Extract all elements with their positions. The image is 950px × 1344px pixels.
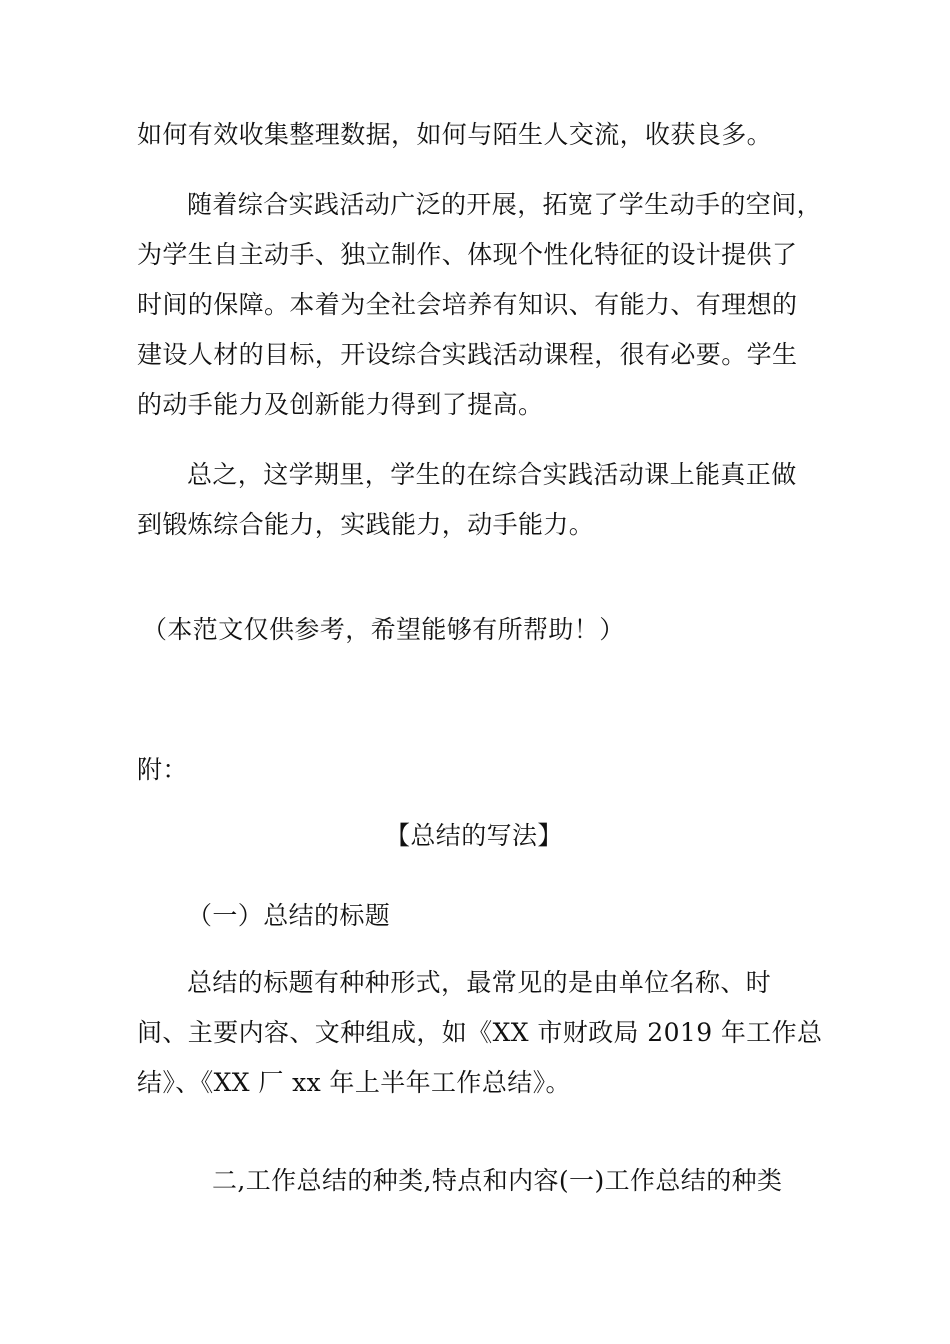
paragraph-line: 建设人材的目标，开设综合实践活动课程，很有必要。学生	[137, 340, 798, 369]
section-heading: 二,工作总结的种类,特点和内容(一)工作总结的种类	[212, 1166, 783, 1195]
paragraph-line: 结》、《XX 厂 xx 年上半年工作总结》。	[137, 1068, 571, 1097]
paragraph-line: 时间的保障。本着为全社会培养有知识、有能力、有理想的	[137, 290, 798, 319]
appendix-label: 附：	[137, 755, 188, 784]
reference-note: （本范文仅供参考，希望能够有所帮助！）	[142, 615, 625, 644]
paragraph-line: 间、主要内容、文种组成，如《XX 市财政局 2019 年工作总	[137, 1018, 823, 1047]
paragraph-line: 的动手能力及创新能力得到了提高。	[137, 390, 544, 419]
paragraph-line: 总结的标题有种种形式，最常见的是由单位名称、时	[187, 968, 772, 997]
section-title: 【总结的写法】	[385, 821, 563, 850]
paragraph-line: 如何有效收集整理数据，如何与陌生人交流，收获良多。	[137, 120, 773, 149]
paragraph-line: 到锻炼综合能力，实践能力，动手能力。	[137, 510, 595, 539]
subheading: （一）总结的标题	[187, 901, 391, 930]
paragraph-line: 总之，这学期里，学生的在综合实践活动课上能真正做	[187, 460, 797, 489]
paragraph-line: 为学生自主动手、独立制作、体现个性化特征的设计提供了	[137, 240, 798, 269]
paragraph-line: 随着综合实践活动广泛的开展，拓宽了学生动手的空间，	[187, 190, 823, 219]
